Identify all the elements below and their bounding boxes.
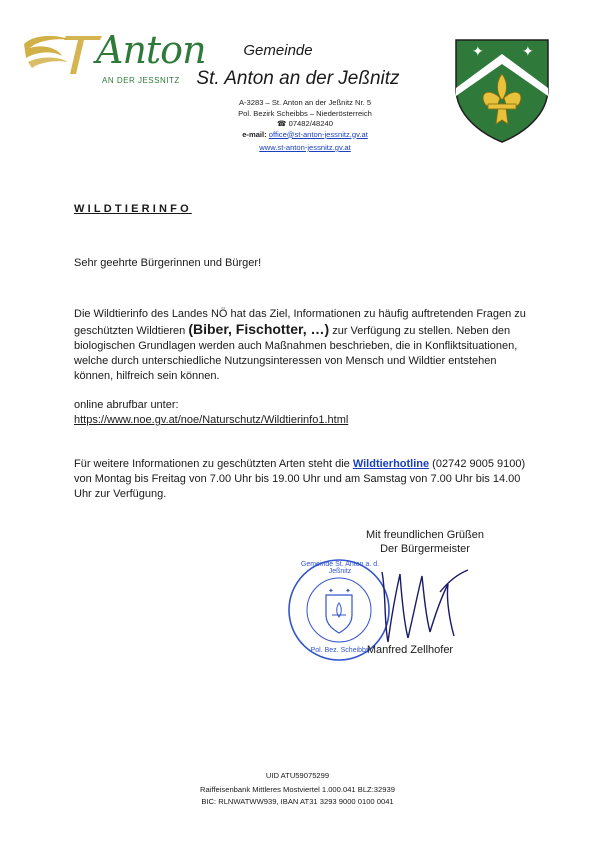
phone: ☎ 07482/48240 [277,119,333,128]
coat-of-arms [452,36,552,146]
online-url-line [74,413,534,428]
email-link[interactable]: office@st-anton-jessnitz.gv.at [268,129,368,139]
online-label: online abrufbar unter: [74,399,179,411]
email-line [210,130,400,141]
wildlife-hotline-link[interactable]: Wildtierhotline [352,458,430,470]
salutation: Sehr geehrte Bürgerinnen und Bürger! [74,257,262,269]
signer-role: Der Bürgermeister [380,543,470,555]
paragraph-2-part-a: Für weitere Informationen zu geschützten Arten steht die [74,458,353,470]
paragraph-2 [74,457,534,502]
logo-word: Anton [96,28,206,72]
paragraph-1 [74,307,534,384]
signer-name: Manfred Zellhofer [366,644,454,656]
header-title-line1: Gemeinde [243,42,313,59]
coat-of-arms-icon [452,36,552,146]
paragraph-2-part-b: (02742 9005 9100) von Montag bis Freitag von 7.00 Uhr bis 19.00 Uhr und am Samstag von 7.00 Uhr bis 14.00 Uhr zur Verfügung. [74,458,526,500]
logo-subtitle: AN DER JESSNITZ [102,76,180,85]
email-label: e-mail: [242,129,269,139]
address: A-3283 – St. Anton an der Jeßnitz Nr. 5 [238,98,372,107]
footer-uid: UID ATU59075299 [265,771,330,780]
closing: Mit freundlichen Grüßen [366,529,484,541]
stamp-text-top: Gemeinde St. Anton a. d. Jeßnitz [300,561,380,575]
website-link[interactable]: www.st-anton-jessnitz.gv.at [259,143,351,152]
svg-text:✦: ✦ [345,587,351,595]
logo-st-monogram [18,26,108,82]
letter-heading: WILDTIERINFO [74,203,192,215]
stamp-text-bottom: Pol. Bez. Scheibbs [310,647,370,654]
svg-text:✦: ✦ [522,44,534,60]
paragraph-1-part-b: zur Verfügung zu stellen. Neben den biologischen Grundlagen werden auch Maßnahmen beschrieben, die in Konfliktsituationen, welche durch unterschiedliche Nutzungsinteressen von Mensch und Wildtier entstehen können, hilfreich sein können. [74,325,518,382]
paragraph-1-part-a: Die Wildtierinfo des Landes NÖ hat das Ziel, Informationen zu häufig auftretenden Fragen zu geschützten Wildtieren [74,308,526,337]
svg-text:✦: ✦ [328,587,334,595]
signature-icon [378,552,478,652]
species-highlight: (Biber, Fischotter, …) [188,321,330,337]
header-title-line2: St. Anton an der Jeßnitz [196,68,400,89]
online-url-link[interactable]: https://www.noe.gv.at/noe/Naturschutz/Wildtierinfo1.html [74,414,349,426]
district: Pol. Bezirk Scheibbs – Niederösterreich [238,108,372,118]
header-address-block [210,98,400,154]
svg-text:✦: ✦ [472,44,484,60]
footer-bic: BIC: RLNWATWW939, IBAN AT31 3293 9000 0100 0041 [201,797,394,806]
municipality-logo [18,26,206,86]
footer-bank: Raiffeisenbank Mittleres Mostviertel 1.000.041 BLZ:32939 [200,785,395,794]
handwritten-signature [378,552,478,652]
